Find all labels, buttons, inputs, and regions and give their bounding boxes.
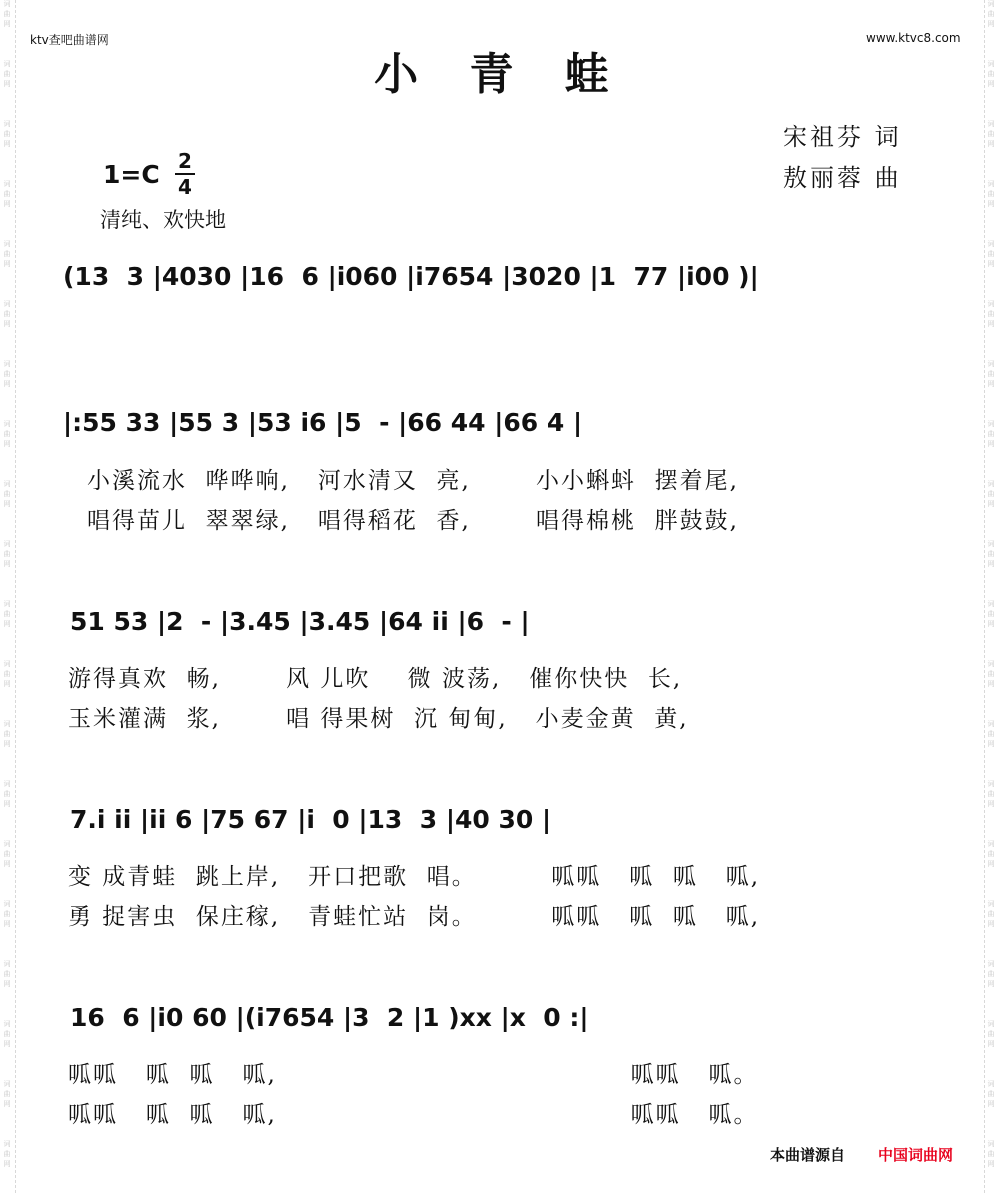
system-2-lyrics-verse-2: 唱得苗儿 翠翠绿, 唱得稻花 香, 唱得棉桃 胖鼓鼓,	[87, 508, 739, 534]
watermark-glyph: 曲	[3, 670, 11, 678]
watermark-glyph: 曲	[3, 550, 11, 558]
watermark-glyph: 曲	[3, 970, 11, 978]
source-name: 中国词曲网	[878, 1146, 954, 1164]
watermark-glyph: 网	[3, 500, 11, 508]
watermark-glyph: 曲	[3, 850, 11, 858]
watermark-glyph: 词	[3, 960, 11, 968]
watermark-glyph: 网	[3, 980, 11, 988]
watermark-glyph: 词	[3, 840, 11, 848]
watermark-glyph: 词	[987, 300, 995, 308]
watermark-glyph: 曲	[987, 310, 995, 318]
watermark-glyph: 曲	[987, 190, 995, 198]
watermark-glyph: 网	[987, 200, 995, 208]
watermark-glyph: 曲	[3, 10, 11, 18]
watermark-glyph: 网	[3, 1040, 11, 1048]
watermark-glyph: 曲	[3, 370, 11, 378]
watermark-glyph: 词	[987, 420, 995, 428]
watermark-glyph: 曲	[3, 250, 11, 258]
watermark-glyph: 曲	[3, 1030, 11, 1038]
watermark-glyph: 曲	[987, 1090, 995, 1098]
watermark-glyph: 词	[3, 1080, 11, 1088]
watermark-glyph: 网	[987, 260, 995, 268]
watermark-glyph: 词	[987, 780, 995, 788]
watermark-glyph: 曲	[3, 70, 11, 78]
watermark-glyph: 网	[987, 1160, 995, 1168]
system-3-lyrics-verse-1: 游得真欢 畅, 风 儿吹 微 波荡, 催你快快 长,	[68, 666, 683, 692]
watermark-glyph: 曲	[3, 310, 11, 318]
watermark-glyph: 曲	[987, 970, 995, 978]
watermark-glyph: 曲	[3, 790, 11, 798]
source-label: 本曲谱源自	[770, 1146, 846, 1164]
watermark-glyph: 词	[987, 180, 995, 188]
watermark-glyph: 词	[987, 900, 995, 908]
watermark-glyph: 曲	[987, 130, 995, 138]
watermark-glyph: 曲	[3, 1090, 11, 1098]
watermark-glyph: 词	[3, 480, 11, 488]
key-signature: 1=C	[103, 160, 160, 189]
watermark-glyph: 网	[987, 560, 995, 568]
system-4-lyrics-verse-1: 变 成青蛙 跳上岸, 开口把歌 唱。 呱呱 呱 呱 呱,	[68, 864, 761, 890]
watermark-glyph: 网	[987, 1040, 995, 1048]
watermark-glyph: 词	[987, 600, 995, 608]
watermark-glyph: 网	[3, 80, 11, 88]
watermark-glyph: 网	[987, 1100, 995, 1108]
watermark-glyph: 曲	[3, 910, 11, 918]
watermark-glyph: 网	[987, 860, 995, 868]
watermark-glyph: 词	[987, 540, 995, 548]
watermark-glyph: 网	[3, 860, 11, 868]
watermark-glyph: 网	[3, 740, 11, 748]
watermark-glyph: 词	[3, 120, 11, 128]
watermark-glyph: 词	[3, 900, 11, 908]
watermark-glyph: 网	[987, 380, 995, 388]
watermark-glyph: 词	[987, 1020, 995, 1028]
time-signature	[175, 150, 195, 198]
system-3-lyrics-verse-2: 玉米灌满 浆, 唱 得果树 沉 甸甸, 小麦金黄 黄,	[68, 706, 689, 732]
watermark-glyph: 词	[3, 1020, 11, 1028]
watermark-glyph: 曲	[987, 10, 995, 18]
watermark-glyph: 词	[3, 420, 11, 428]
watermark-glyph: 曲	[987, 610, 995, 618]
watermark-glyph: 词	[987, 480, 995, 488]
watermark-glyph: 网	[987, 440, 995, 448]
watermark-glyph: 网	[3, 260, 11, 268]
watermark-glyph: 曲	[3, 610, 11, 618]
watermark-glyph: 曲	[3, 130, 11, 138]
watermark-glyph: 曲	[987, 430, 995, 438]
watermark-glyph: 网	[3, 440, 11, 448]
watermark-glyph: 词	[3, 660, 11, 668]
watermark-glyph: 曲	[987, 250, 995, 258]
watermark-glyph: 词	[3, 540, 11, 548]
watermark-glyph: 曲	[987, 490, 995, 498]
watermark-glyph: 网	[987, 980, 995, 988]
watermark-glyph: 网	[3, 560, 11, 568]
watermark-glyph: 网	[987, 740, 995, 748]
watermark-glyph: 词	[3, 1140, 11, 1148]
watermark-glyph: 词	[987, 120, 995, 128]
watermark-glyph: 网	[987, 620, 995, 628]
watermark-glyph: 曲	[987, 550, 995, 558]
system-1-notes: (13 3 |4030 |16 6 |i060 |i7654 |3020 |1 77 |i00 )|	[63, 262, 759, 291]
watermark-glyph: 曲	[987, 910, 995, 918]
system-5-notes: 16 6 |i0 60 |(i7654 |3 2 |1 )xx |x 0 :|	[70, 1003, 589, 1032]
watermark-glyph: 网	[3, 140, 11, 148]
watermark-glyph: 词	[3, 240, 11, 248]
watermark-glyph: 网	[3, 620, 11, 628]
watermark-glyph: 词	[987, 60, 995, 68]
left-watermark	[2, 0, 14, 1193]
watermark-glyph: 网	[987, 20, 995, 28]
watermark-glyph: 曲	[987, 790, 995, 798]
system-2-lyrics-verse-1: 小溪流水 哗哗响, 河水清又 亮, 小小蝌蚪 摆着尾,	[87, 468, 739, 494]
watermark-glyph: 网	[987, 80, 995, 88]
watermark-glyph: 曲	[3, 190, 11, 198]
song-title: 小 青 蛙	[374, 49, 627, 100]
watermark-glyph: 词	[987, 840, 995, 848]
tempo-marking: 清纯、欢快地	[100, 208, 226, 232]
watermark-glyph: 网	[987, 320, 995, 328]
watermark-glyph: 网	[3, 800, 11, 808]
watermark-glyph: 词	[987, 1080, 995, 1088]
watermark-glyph: 词	[3, 360, 11, 368]
watermark-glyph: 曲	[987, 370, 995, 378]
watermark-glyph: 网	[987, 140, 995, 148]
watermark-glyph: 词	[987, 1140, 995, 1148]
watermark-glyph: 曲	[987, 1030, 995, 1038]
watermark-glyph: 曲	[987, 730, 995, 738]
system-5-lyrics-verse-2: 呱呱 呱 呱 呱, 呱呱 呱。	[68, 1102, 759, 1128]
right-watermark	[986, 0, 998, 1193]
watermark-glyph: 词	[987, 0, 995, 8]
system-4-notes: 7.i ii |ii 6 |75 67 |i 0 |13 3 |40 30 |	[70, 805, 552, 834]
watermark-glyph: 曲	[3, 1150, 11, 1158]
watermark-glyph: 词	[3, 780, 11, 788]
right-margin-line	[984, 0, 985, 1193]
system-2-notes: |:55 33 |55 3 |53 i6 |5 - |66 44 |66 4 |	[63, 408, 583, 437]
watermark-glyph: 词	[3, 180, 11, 188]
watermark-glyph: 网	[3, 920, 11, 928]
watermark-glyph: 网	[3, 20, 11, 28]
watermark-glyph: 曲	[987, 850, 995, 858]
watermark-glyph: 网	[3, 200, 11, 208]
composer-credit: 敖丽蓉 曲	[783, 164, 902, 192]
watermark-glyph: 词	[3, 720, 11, 728]
watermark-glyph: 词	[3, 600, 11, 608]
time-sig-top: 2	[178, 149, 192, 173]
site-url-right: www.ktvc8.com	[866, 31, 961, 45]
watermark-glyph: 曲	[987, 670, 995, 678]
watermark-glyph: 词	[987, 720, 995, 728]
watermark-glyph: 网	[987, 800, 995, 808]
watermark-glyph: 曲	[3, 430, 11, 438]
watermark-glyph: 网	[987, 680, 995, 688]
watermark-glyph: 网	[3, 320, 11, 328]
watermark-glyph: 网	[3, 680, 11, 688]
system-4-lyrics-verse-2: 勇 捉害虫 保庄稼, 青蛙忙站 岗。 呱呱 呱 呱 呱,	[68, 904, 761, 930]
watermark-glyph: 词	[987, 960, 995, 968]
watermark-glyph: 词	[3, 300, 11, 308]
watermark-glyph: 网	[987, 920, 995, 928]
left-margin-line	[15, 0, 16, 1193]
watermark-glyph: 曲	[987, 1150, 995, 1158]
system-5-lyrics-verse-1: 呱呱 呱 呱 呱, 呱呱 呱。	[68, 1062, 759, 1088]
time-sig-bottom: 4	[178, 175, 192, 199]
watermark-glyph: 网	[987, 500, 995, 508]
watermark-glyph: 曲	[3, 490, 11, 498]
watermark-glyph: 网	[3, 1160, 11, 1168]
watermark-glyph: 词	[987, 360, 995, 368]
watermark-glyph: 词	[987, 660, 995, 668]
system-3-notes: 51 53 |2 - |3.45 |3.45 |64 ii |6 - |	[70, 607, 530, 636]
watermark-glyph: 词	[3, 0, 11, 8]
site-name-left: ktv查吧曲谱网	[30, 33, 109, 47]
watermark-glyph: 曲	[987, 70, 995, 78]
watermark-glyph: 网	[3, 1100, 11, 1108]
watermark-glyph: 网	[3, 380, 11, 388]
watermark-glyph: 词	[3, 60, 11, 68]
lyricist-credit: 宋祖芬 词	[783, 123, 902, 151]
watermark-glyph: 词	[987, 240, 995, 248]
watermark-glyph: 曲	[3, 730, 11, 738]
